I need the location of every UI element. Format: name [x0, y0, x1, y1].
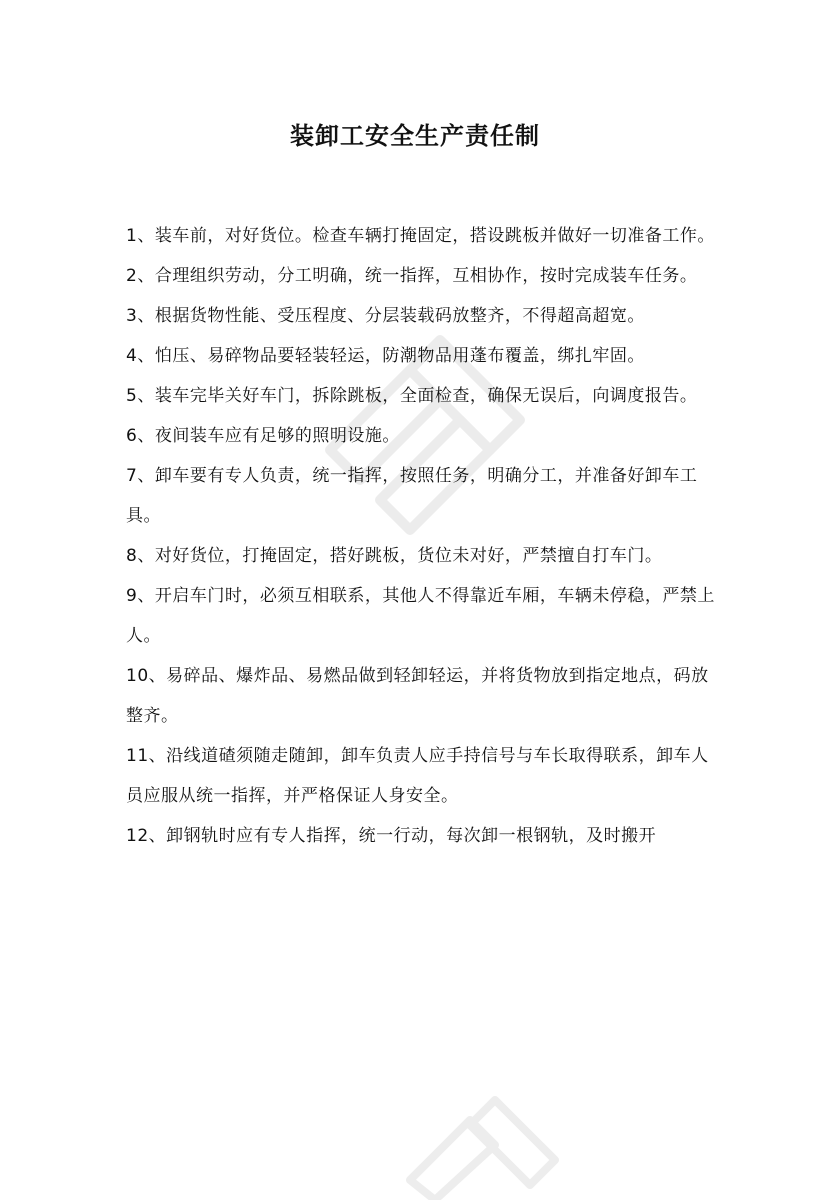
- paragraph-item: 12、卸钢轨时应有专人指挥，统一行动，每次卸一根钢轨，及时搬开: [126, 826, 657, 846]
- document-title: 装卸工安全生产责任制: [290, 122, 540, 150]
- paragraph-item: 10、易碎品、爆炸品、易燃品做到轻卸轻运，并将货物放到指定地点，码放整齐。: [126, 666, 709, 726]
- paragraph-item: 3、根据货物性能、受压程度、分层装载码放整齐，不得超高超宽。: [126, 306, 645, 326]
- paragraph-item: 4、怕压、易碎物品要轻装轻运，防潮物品用蓬布覆盖，绑扎牢固。: [126, 346, 645, 366]
- paragraph-item: 6、夜间装车应有足够的照明设施。: [126, 426, 400, 446]
- paragraph-item: 2、合理组织劳动，分工明确，统一指挥，互相协作，按时完成装车任务。: [126, 266, 698, 286]
- paragraph-item: 8、对好货位，打掩固定，搭好跳板，货位未对好，严禁擅自打车门。: [126, 546, 663, 566]
- paragraph-item: 7、卸车要有专人负责，统一指挥，按照任务，明确分工，并准备好卸车工具。: [126, 466, 698, 526]
- watermark-logo-icon-bottom: [380, 1080, 580, 1200]
- paragraph-item: 11、沿线道碴须随走随卸，卸车负责人应手持信号与车长取得联系，卸车人员应服从统一指挥，并严格保证人身安全。: [126, 746, 709, 806]
- paragraph-item: 5、装车完毕关好车门，拆除跳板，全面检查，确保无误后，向调度报告。: [126, 386, 698, 406]
- document-body: [126, 216, 726, 856]
- paragraph-item: 9、开启车门时，必须互相联系，其他人不得靠近车厢，车辆未停稳，严禁上人。: [126, 586, 715, 646]
- paragraph-item: 1、装车前，对好货位。检查车辆打掩固定，搭设跳板并做好一切准备工作。: [126, 226, 715, 246]
